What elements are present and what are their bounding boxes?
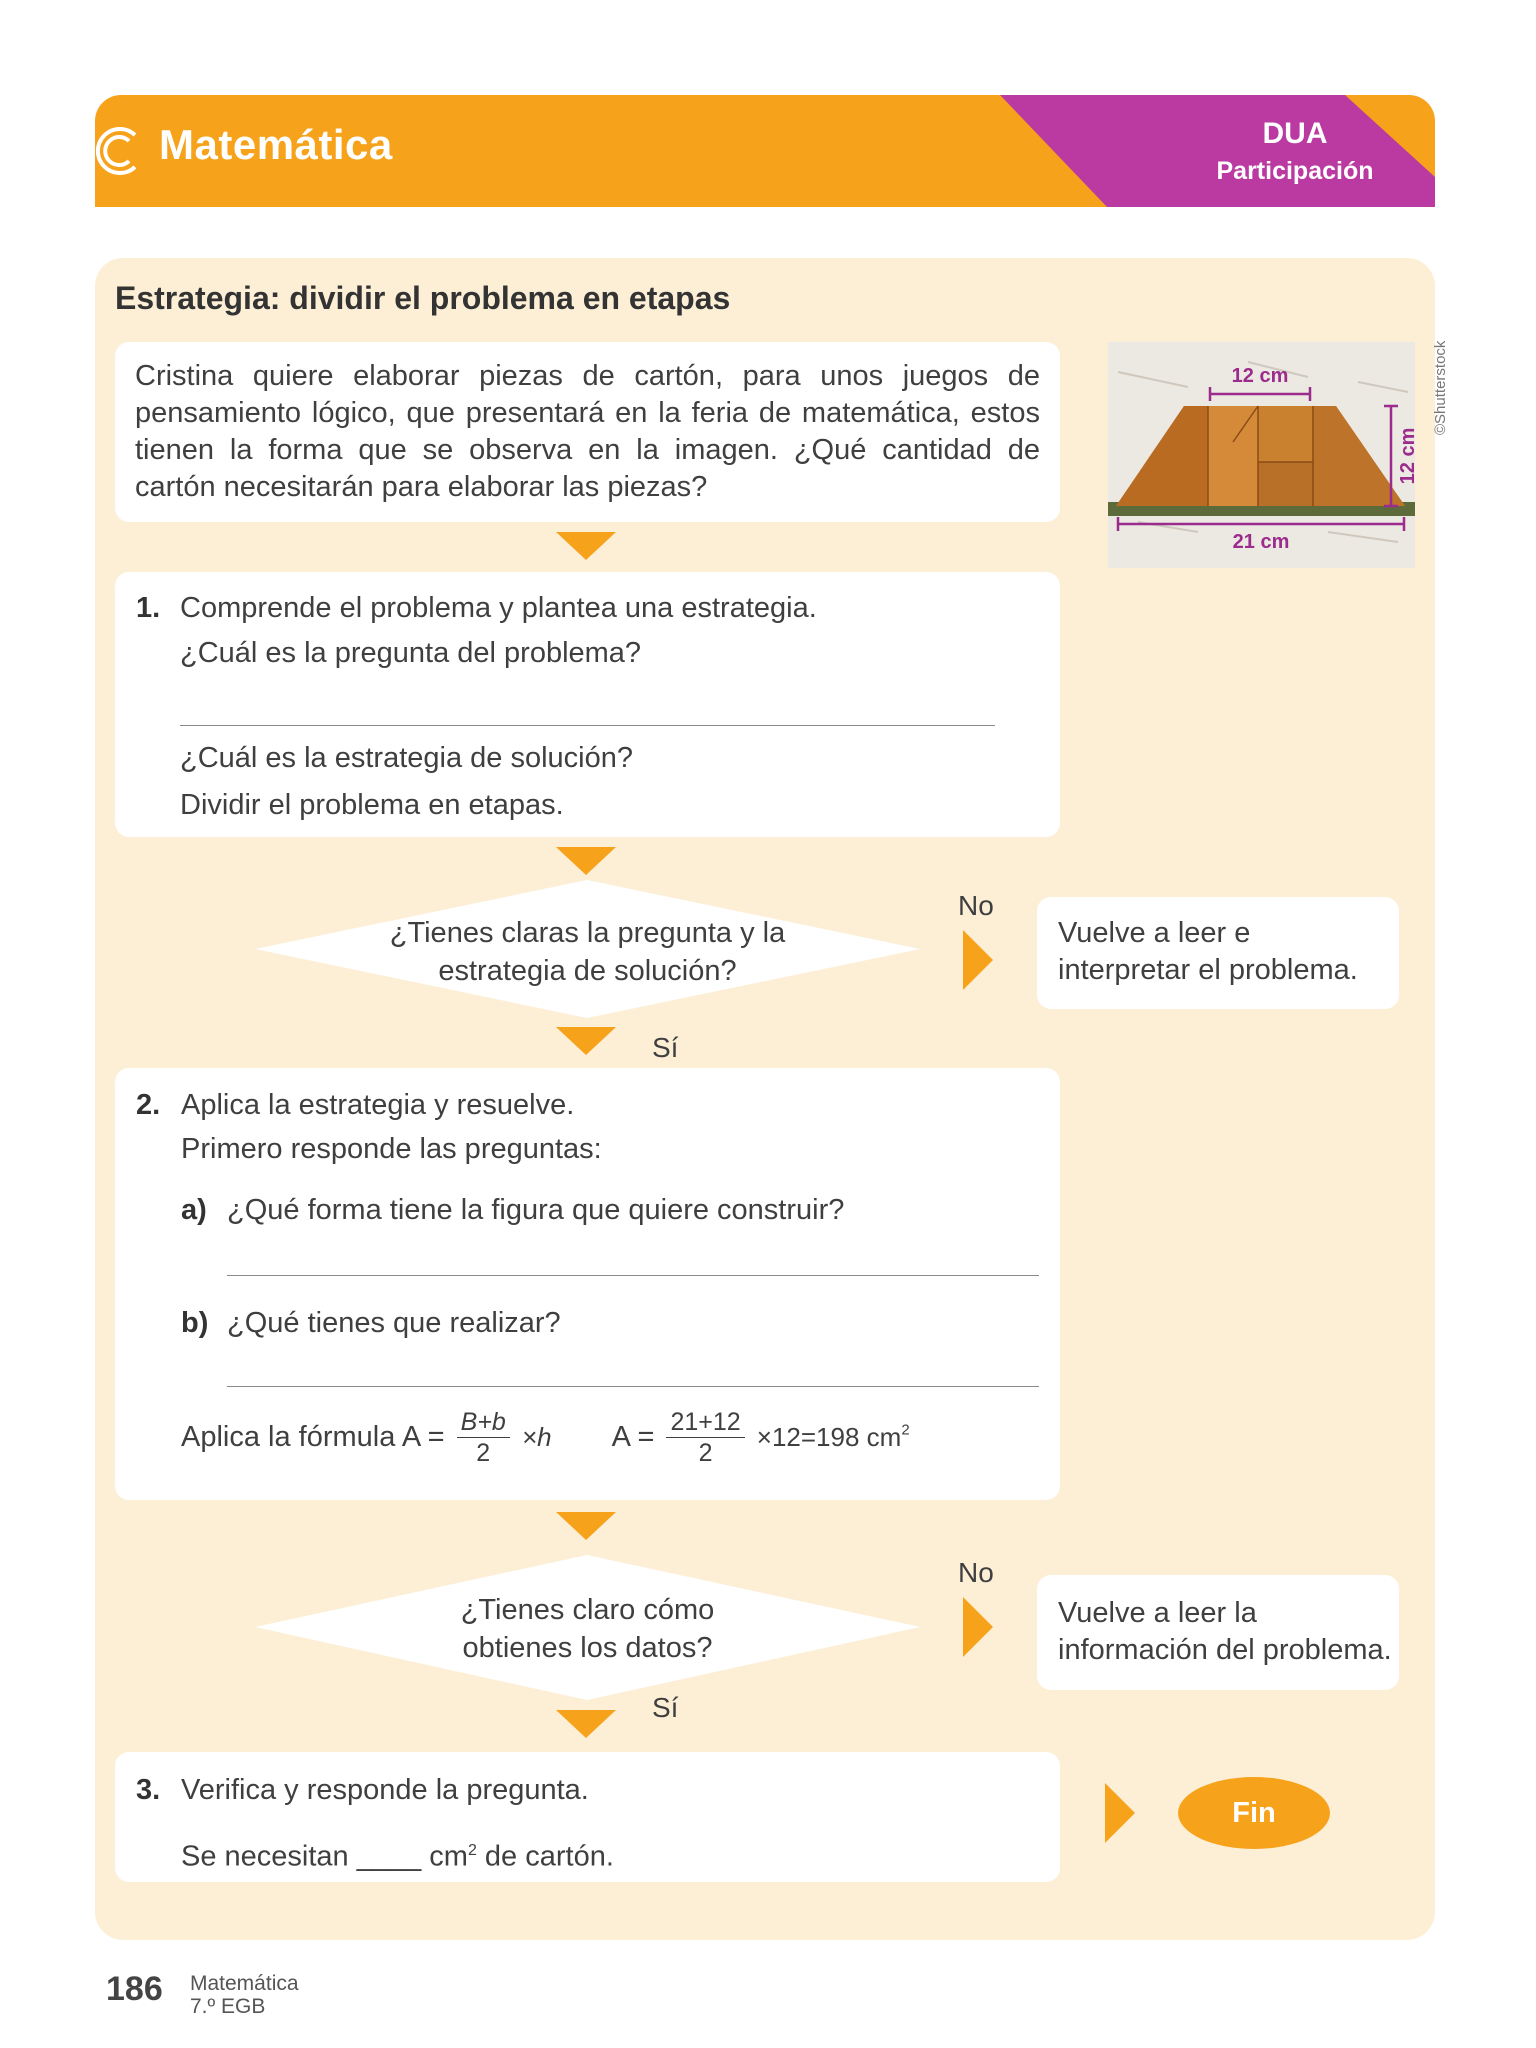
step2-b-label: b) [181,1307,209,1339]
step3-number: 3. [136,1774,161,1806]
photo-credit: ©Shutterstock [1432,340,1449,435]
trapezoid-illustration [1108,342,1419,568]
step2-a-label: a) [181,1194,207,1226]
step3-answer-exponent: 2 [467,1842,477,1859]
step2-intro: Primero responde las preguntas: [181,1133,602,1165]
subject-title: Matemática [159,121,393,168]
subject-header [95,95,1435,207]
step3-answer-prefix[interactable]: Se necesitan ____ cm [181,1840,468,1873]
step2-b-text: ¿Qué tienes que realizar? [227,1307,561,1339]
decision2-yes-label: Sí [652,1692,679,1723]
decision2-side-line1: Vuelve a leer la [1058,1597,1257,1629]
step3-answer [181,1832,614,1876]
decision1-yes-label: Sí [652,1032,679,1063]
subject-logo-icon [95,121,147,181]
step1-answer-line[interactable] [180,725,995,726]
dua-title: DUA [1262,117,1328,150]
step2-a-text: ¿Qué forma tiene la figura que quiere construir? [227,1194,845,1226]
problem-text: Cristina quiere elaborar piezas de cartón, para unos juegos de pensamiento lógico, que presentará en la feria de matemática, estos tienen la forma que se observa en la imagen. ¿Qué cantidad de cartón necesitarán para elaborar las piezas? [135,360,1040,503]
dua-subtitle: Participación [1216,157,1374,185]
calc-numerator: 21+12 [666,1407,744,1438]
flow-arrow-down-icon [556,1027,616,1055]
decision1-no-label: No [958,890,994,921]
decision2-no-label: No [958,1557,994,1588]
formula-fraction [457,1407,510,1468]
step1-question2: ¿Cuál es la estrategia de solución? [180,742,633,774]
calc-fraction [666,1407,744,1468]
flow-arrow-down-icon [556,847,616,875]
flow-arrow-down-icon [556,532,616,560]
footer-grade: 7.º EGB [190,1995,266,2018]
section-title: Estrategia: dividir el problema en etapas [115,280,731,316]
step1-question1: ¿Cuál es la pregunta del problema? [180,637,642,669]
trapezoid-photo [1108,342,1419,568]
decision1-side-line1: Vuelve a leer e [1058,917,1251,949]
decision1-line2: estrategia de solución? [438,955,737,987]
step1-answer: Dividir el problema en etapas. [180,789,564,821]
decision2-line2: obtienes los datos? [462,1632,713,1664]
end-oval: Fin [1178,1777,1330,1849]
footer-subject: Matemática [190,1972,299,1995]
calc-exponent: 2 [901,1421,910,1439]
label-side-12cm: 12 cm [1397,427,1419,485]
decision2-side-line2: información del problema. [1058,1634,1392,1666]
label-top-12cm: 12 cm [1231,365,1289,387]
flow-arrow-right-icon [1105,1783,1135,1843]
flow-arrow-down-icon [556,1512,616,1540]
step2-a-answer-line[interactable] [227,1275,1039,1276]
formula-denominator: 2 [476,1439,491,1467]
calc-denominator: 2 [698,1439,713,1467]
step2-title: Aplica la estrategia y resuelve. [181,1089,575,1121]
decision2-line1: ¿Tienes claro cómo [460,1594,715,1626]
flow-arrow-right-icon [963,930,993,990]
step3-title: Verifica y responde la pregunta. [181,1774,589,1806]
step2-b-answer-line[interactable] [227,1386,1039,1387]
step1-title: Comprende el problema y plantea una estrategia. [180,592,817,624]
step1-number: 1. [136,592,161,624]
calc-prefix: A = [611,1421,655,1453]
formula-numerator: B+b [457,1407,510,1438]
step2-number: 2. [136,1089,161,1121]
formula-prefix: Aplica la fórmula A = [181,1421,445,1453]
page-number: 186 [106,1970,163,2008]
decision1-side-line2: interpretar el problema. [1058,954,1358,986]
decision1-line1: ¿Tienes claras la pregunta y la [389,917,786,949]
step2-formula [181,1407,910,1468]
formula-suffix: ×h [521,1422,552,1452]
calc-result: ×12=198 cm [756,1422,902,1452]
label-bottom-21cm: 21 cm [1232,531,1290,553]
flow-arrow-down-icon [556,1710,616,1738]
flow-arrow-right-icon [963,1597,993,1657]
step3-answer-suffix: de cartón. [476,1840,614,1873]
